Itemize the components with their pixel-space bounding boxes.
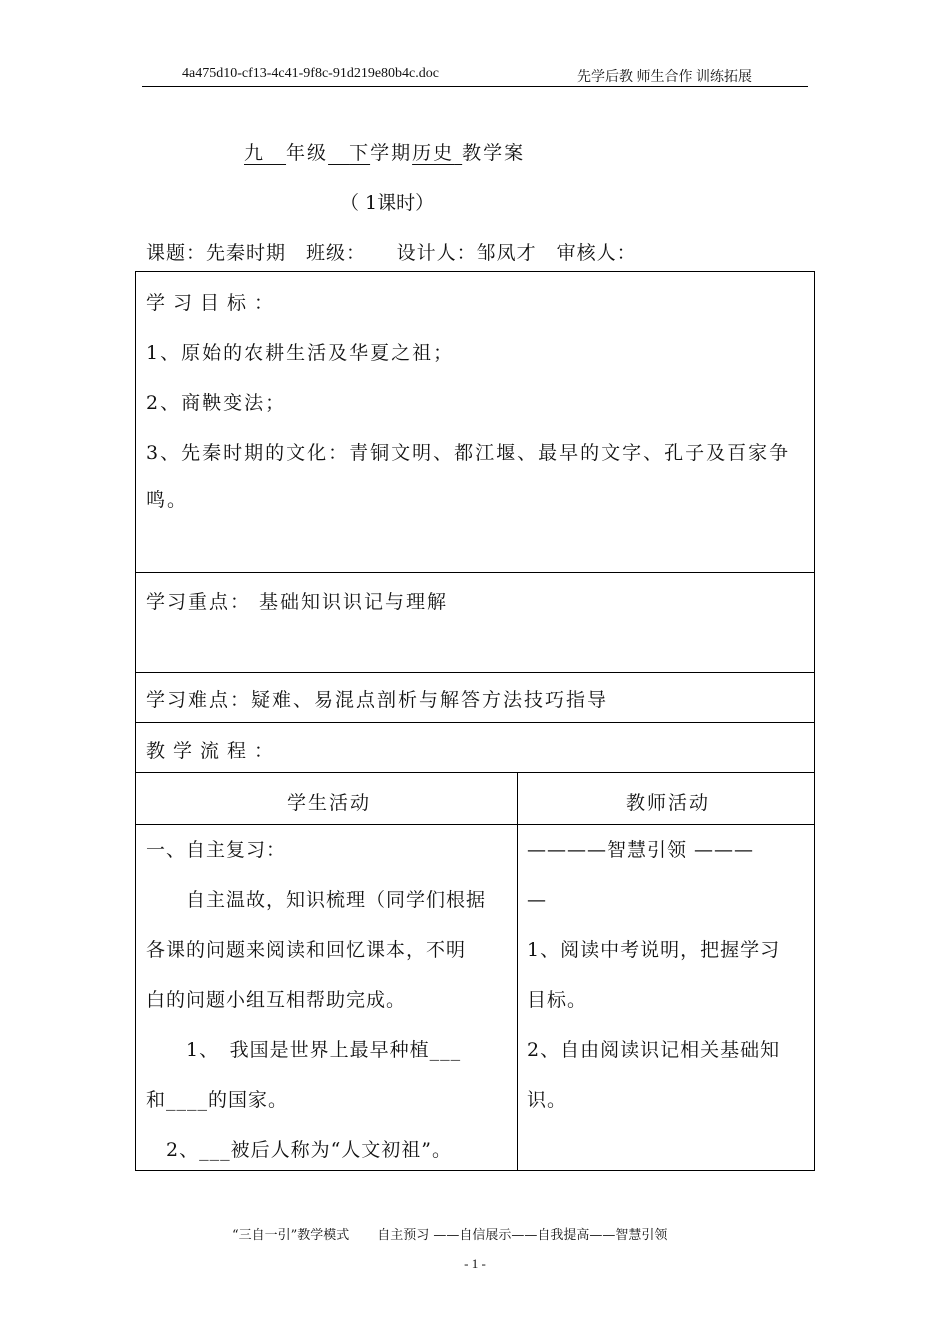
process-heading: 教学流程： (146, 740, 282, 762)
student-line: 各课的问题来阅读和回忆课本，不明 (146, 939, 467, 961)
reviewer-label: 审核人： (556, 242, 637, 264)
teacher-line: 1、阅读中考说明，把握学习 (527, 939, 781, 961)
objectives-row (136, 272, 814, 573)
teacher-column-header: 教师活动 (626, 792, 711, 814)
topic-label: 课题：先秦时期 (146, 242, 287, 264)
student-line: 和____的国家。 (146, 1089, 289, 1111)
teacher-line: — (527, 889, 547, 911)
title-subject: 历史 (412, 142, 455, 164)
teacher-line: 目标。 (527, 989, 588, 1011)
designer-label: 设计人：邹凤才 (396, 242, 537, 264)
teacher-line: ————智慧引领 ——— (527, 839, 755, 861)
student-line: 自主温故，知识梳理（同学们根据 (146, 889, 487, 911)
title-grade-suffix: 年级 (286, 142, 329, 164)
student-line: 1、 我国是世界上最早种植___ (146, 1039, 462, 1061)
lesson-plan-table (135, 271, 815, 1171)
header-motto: 先学后教 师生合作 训练拓展 (577, 70, 752, 85)
difficulties-text: 学习难点：疑难、易混点剖析与解答方法技巧指导 (146, 689, 609, 711)
objective-item: 3、先秦时期的文化：青铜文明、都江堰、最早的文字、孔子及百家争 (146, 442, 791, 464)
page-number: - 1 - (464, 1256, 486, 1271)
teacher-line: 识。 (527, 1089, 568, 1111)
title-term-suffix: 学期 (370, 142, 413, 164)
title-blank (265, 142, 286, 164)
header-divider (142, 86, 808, 87)
objectives-heading: 学习目标： (146, 292, 282, 314)
student-line: 一、自主复习： (146, 839, 287, 861)
difficulties-row (136, 673, 814, 723)
objective-item: 1、原始的农耕生活及华夏之祖； (146, 342, 455, 364)
class-label: 班级： (306, 242, 357, 264)
student-column-header: 学生活动 (287, 792, 372, 814)
title-subject-suffix: 教学案 (462, 142, 526, 164)
session-count: （ 1课时） (340, 192, 435, 214)
column-header-row (136, 773, 814, 825)
column-divider (517, 773, 518, 1171)
student-line: 白的问题小组互相帮助完成。 (146, 989, 407, 1011)
objective-item: 2、商鞅变法； (146, 392, 287, 414)
info-line (146, 238, 637, 265)
title-blank-2 (454, 142, 462, 164)
title-term (328, 142, 370, 164)
student-line: 2、___被后人称为“人文初祖”。 (146, 1139, 453, 1161)
title-term-value: 下 (349, 142, 371, 164)
key-points-row (136, 573, 814, 673)
header-filename: 4a475d10-cf13-4c41-9f8c-91d219e80b4c.doc (182, 66, 439, 81)
footer-mode: “三自一引”教学模式 (232, 1228, 350, 1243)
key-points-text: 学习重点： 基础知识识记与理解 (146, 591, 449, 613)
footer-steps: 自主预习 ——自信展示——自我提高——智慧引领 (377, 1228, 668, 1243)
title-grade: 九 (244, 142, 266, 164)
teacher-line: 2、自由阅读识记相关基础知 (527, 1039, 781, 1061)
objective-item: 鸣。 (146, 489, 189, 511)
process-row (136, 723, 814, 773)
document-title (244, 138, 525, 165)
page-footer (232, 1224, 695, 1243)
